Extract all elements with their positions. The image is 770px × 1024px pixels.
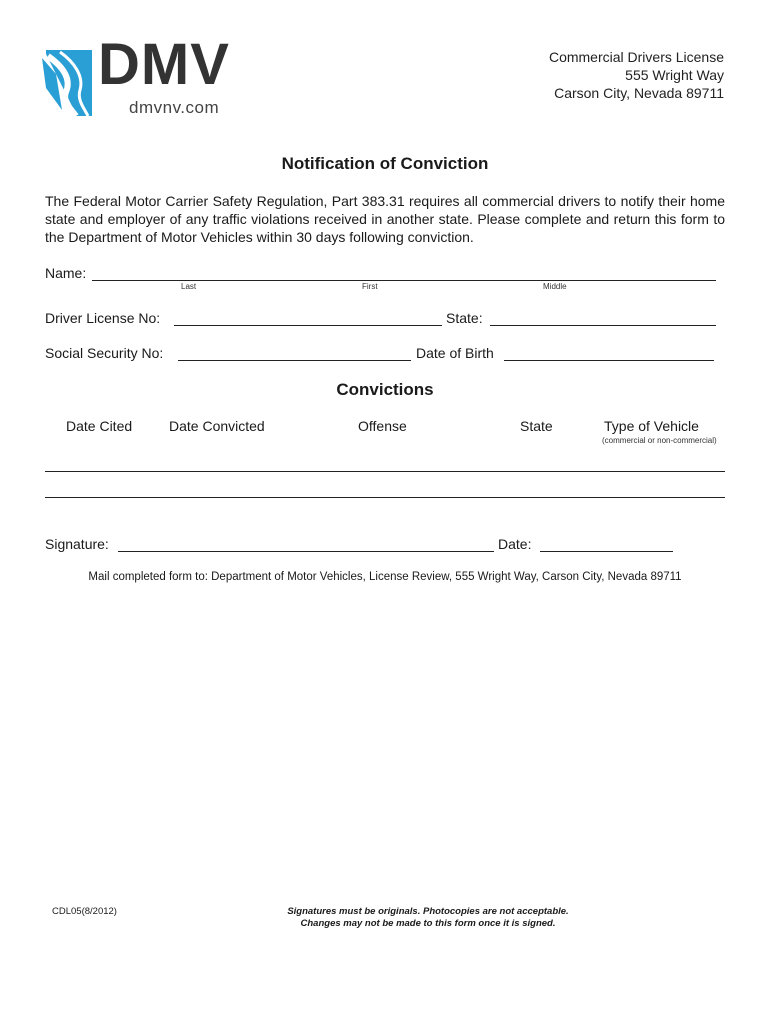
address-line-2: 555 Wright Way <box>625 67 724 83</box>
license-number-field[interactable] <box>174 325 442 326</box>
name-sub-first: First <box>362 282 378 291</box>
address-line-3: Carson City, Nevada 89711 <box>554 85 724 101</box>
col-vehicle-type-sub: (commercial or non-commercial) <box>602 436 717 445</box>
state-label: State: <box>446 310 483 326</box>
conviction-row-2[interactable] <box>45 497 725 498</box>
name-label: Name: <box>45 265 87 281</box>
col-state: State <box>520 418 553 434</box>
logo-url: dmvnv.com <box>129 98 220 117</box>
address-line-1: Commercial Drivers License <box>548 49 724 65</box>
logo-text: DMV <box>98 32 230 97</box>
form-instructions: The Federal Motor Carrier Safety Regulation, Part 383.31 requires all commercial drivers to notify their home state and employer of any traffic violations received in another state. Please complete and return this form to the Department of Motor Vehicles within 30 days following conviction. <box>45 193 725 245</box>
signature-note-line-2: Changes may not be made to this form once it is signed. <box>300 918 556 929</box>
form-title: Notification of Conviction <box>281 154 489 173</box>
signature-note <box>200 906 656 930</box>
dob-field[interactable] <box>504 360 714 361</box>
conviction-row-1[interactable] <box>45 471 725 472</box>
date-field[interactable] <box>540 551 673 552</box>
license-label: Driver License No: <box>45 310 161 326</box>
col-vehicle-type: Type of Vehicle <box>604 418 699 434</box>
col-date-convicted: Date Convicted <box>169 418 265 434</box>
signature-label: Signature: <box>45 536 109 552</box>
convictions-heading: Convictions <box>336 380 434 399</box>
office-address <box>549 48 724 102</box>
name-sub-last: Last <box>181 282 197 291</box>
signature-field[interactable] <box>118 551 494 552</box>
col-date-cited: Date Cited <box>66 418 133 434</box>
road-icon <box>42 48 94 118</box>
state-field[interactable] <box>490 325 716 326</box>
date-label: Date: <box>498 536 532 552</box>
dmv-logo <box>42 32 272 120</box>
ssn-label: Social Security No: <box>45 345 164 361</box>
ssn-field[interactable] <box>178 360 411 361</box>
col-offense: Offense <box>358 418 407 434</box>
signature-note-line-1: Signatures must be originals. Photocopies are not acceptable. <box>287 906 569 917</box>
mail-instructions: Mail completed form to: Department of Motor Vehicles, License Review, 555 Wright Way, Carson City, Nevada 89711 <box>88 571 682 583</box>
dob-label: Date of Birth <box>416 345 494 361</box>
form-code: CDL05(8/2012) <box>52 906 117 917</box>
name-sub-middle: Middle <box>543 282 567 291</box>
name-field[interactable] <box>92 280 716 281</box>
